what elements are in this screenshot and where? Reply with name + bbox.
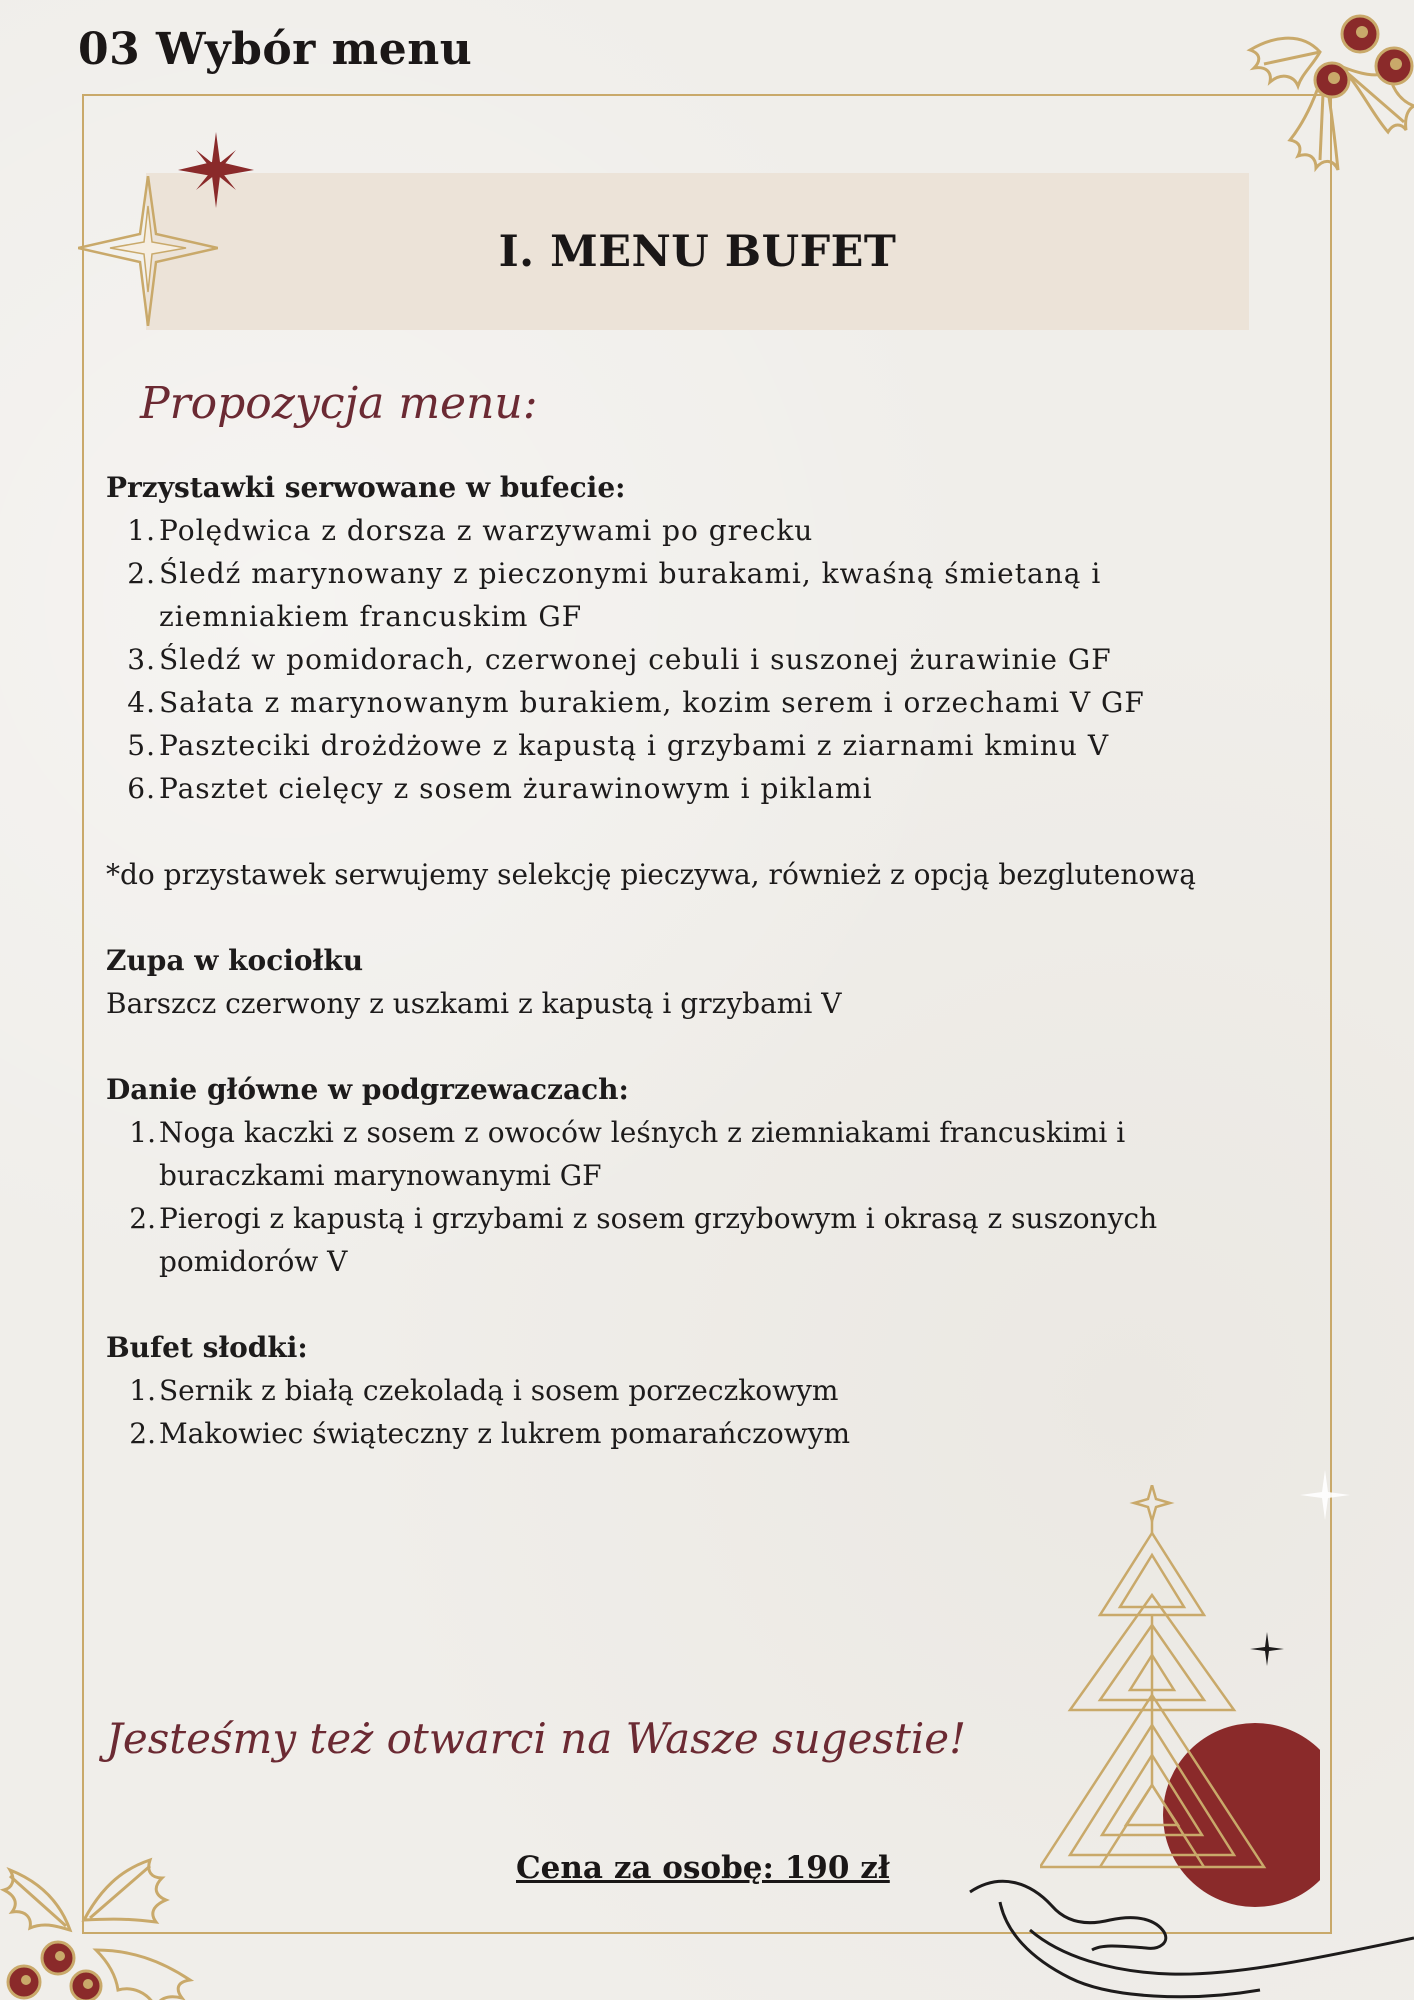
price-per-person: Cena za osobę: 190 zł bbox=[516, 1850, 890, 1886]
soup-text: Barszcz czerwony z uszkami z kapustą i grzybami V bbox=[106, 987, 842, 1020]
menu-subtitle: Propozycja menu: bbox=[140, 378, 538, 429]
closing-note: Jesteśmy też otwarci na Wasze sugestie! bbox=[106, 1714, 967, 1763]
bread-note: *do przystawek serwujemy selekcję pieczywa, również z opcją bezglutenową bbox=[106, 858, 1196, 891]
menu-content bbox=[106, 466, 1266, 1455]
soup-title: Zupa w kociołku bbox=[106, 944, 364, 977]
appetizers-list bbox=[106, 509, 1266, 810]
holly-icon bbox=[0, 1810, 200, 2000]
list-item: 3. Śledź w pomidorach, czerwonej cebuli i suszonej żurawinie GF bbox=[127, 643, 1112, 676]
desserts-list bbox=[106, 1369, 1266, 1455]
list-item: 2. Pierogi z kapustą i grzybami z sosem grzybowym i okrasą z suszonych pomidorów V bbox=[129, 1202, 1158, 1278]
list-item: 4. Sałata z marynowanym burakiem, kozim serem i orzechami V GF bbox=[127, 686, 1145, 719]
list-item: 6. Pasztet cielęcy z sosem żurawinowym i piklami bbox=[127, 772, 873, 805]
desserts-title: Bufet słodki: bbox=[106, 1331, 308, 1364]
list-item: 1. Noga kaczki z sosem z owoców leśnych z ziemniakami francuskimi i buraczkami marynowanymi GF bbox=[129, 1116, 1126, 1192]
section-heading: 03 Wybór menu bbox=[78, 24, 473, 75]
title-banner bbox=[146, 173, 1249, 330]
christmas-tree-icon bbox=[1040, 1485, 1320, 1920]
list-item: 1. Polędwica z dorsza z warzywami po grecku bbox=[127, 514, 814, 547]
list-item: 1. Sernik z białą czekoladą i sosem porzeczkowym bbox=[129, 1374, 839, 1407]
banner-title: I. MENU BUFET bbox=[498, 226, 897, 277]
star-icon bbox=[178, 132, 254, 208]
list-item: 2. Makowiec świąteczny z lukrem pomarańczowym bbox=[129, 1417, 851, 1450]
list-item: 2. Śledź marynowany z pieczonymi burakami, kwaśną śmietaną i ziemniakiem francuskim GF bbox=[127, 557, 1102, 633]
mains-list bbox=[106, 1111, 1266, 1283]
hand-icon bbox=[960, 1862, 1414, 2000]
list-item: 5. Paszteciki drożdżowe z kapustą i grzybami z ziarnami kminu V bbox=[127, 729, 1110, 762]
appetizers-title: Przystawki serwowane w bufecie: bbox=[106, 471, 626, 504]
holly-icon bbox=[1220, 10, 1414, 210]
mains-title: Danie główne w podgrzewaczach: bbox=[106, 1073, 629, 1106]
